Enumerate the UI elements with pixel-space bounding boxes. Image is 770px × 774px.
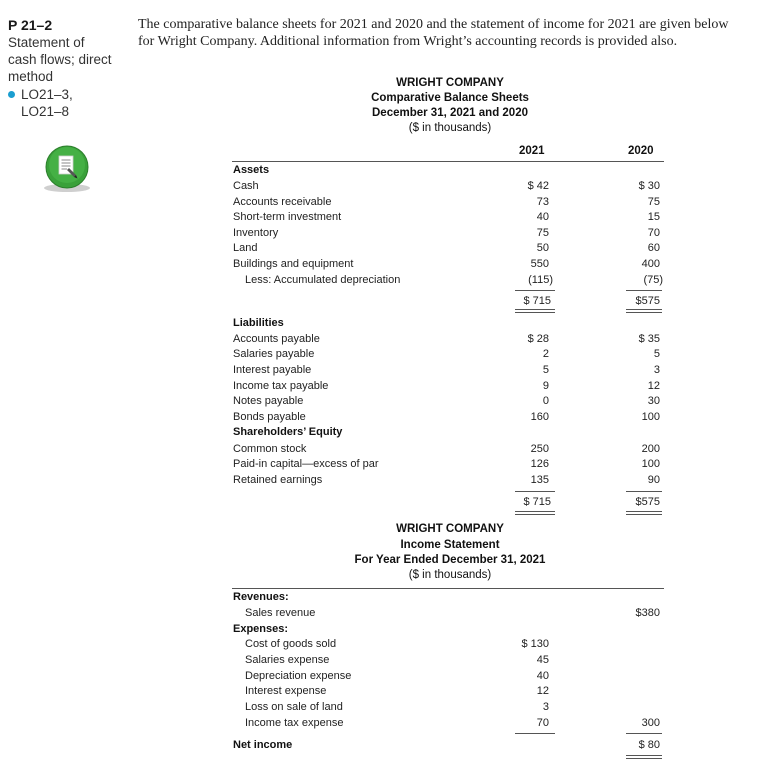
assets-total-double-rule-2021: [515, 309, 555, 313]
expense-row-value: $ 130: [521, 638, 549, 650]
asset-row-2021: (115): [528, 274, 553, 286]
bullet-dot-icon: [8, 91, 15, 98]
assets-total-2020: $575: [635, 295, 660, 307]
asset-row-label: Buildings and equipment: [233, 258, 354, 270]
expenses-total-underline: [626, 733, 662, 734]
liabilities-heading: Liabilities: [233, 317, 284, 329]
liab-subtotal-rule-2020: [626, 491, 662, 492]
liability-row-2021: $ 28: [527, 333, 549, 345]
expense-row-label: Depreciation expense: [245, 670, 352, 682]
is-date: For Year Ended December 31, 2021: [354, 554, 546, 566]
is-header-rule: [232, 588, 664, 589]
intro-paragraph: The comparative balance sheets for 2021 and 2020 and the statement of income for 2021 are given below for Wright Company. Additional information from Wright’s accounting records is provided also.: [138, 17, 729, 49]
expenses-underline: [515, 733, 555, 734]
asset-row-2021: 550: [530, 258, 549, 270]
liab-equity-total-2020: $575: [635, 496, 660, 508]
net-income-double-rule: [626, 755, 662, 759]
equity-row-label: Retained earnings: [233, 474, 323, 486]
revenues-heading: Revenues:: [233, 591, 289, 603]
assets-subtotal-rule-2020: [626, 290, 662, 291]
expenses-heading: Expenses:: [233, 623, 289, 635]
col-header-2021: 2021: [519, 145, 545, 157]
expense-row-label: Cost of goods sold: [245, 638, 337, 650]
problem-number: P 21–2: [8, 17, 53, 33]
equity-row-2021: 126: [530, 458, 549, 470]
bs-company-name: WRIGHT COMPANY: [396, 77, 504, 89]
asset-row-label: Accounts receivable: [233, 196, 332, 208]
sales-revenue-label: Sales revenue: [245, 607, 316, 619]
asset-row-2020: 60: [647, 242, 660, 254]
asset-row-label: Inventory: [233, 227, 279, 239]
equity-row-2020: 100: [641, 458, 660, 470]
liab-total-double-rule-2021: [515, 511, 555, 515]
liability-row-label: Salaries payable: [233, 348, 315, 360]
expense-row-value: 3: [542, 701, 549, 713]
asset-row-2020: 75: [647, 196, 660, 208]
liability-row-2020: 100: [641, 411, 660, 423]
liability-row-2021: 5: [542, 364, 549, 376]
asset-row-label: Cash: [233, 180, 259, 192]
asset-row-2020: (75): [643, 274, 663, 286]
worksheet-icon[interactable]: [40, 144, 94, 194]
asset-row-2021: $ 42: [527, 180, 549, 192]
asset-row-label: Land: [233, 242, 258, 254]
equity-heading: Shareholders’ Equity: [233, 426, 343, 438]
liability-row-2020: $ 35: [638, 333, 660, 345]
liab-total-double-rule-2020: [626, 511, 662, 515]
header-rule: [232, 161, 664, 162]
is-company-name: WRIGHT COMPANY: [396, 523, 504, 535]
liability-row-label: Interest payable: [233, 364, 312, 376]
liab-subtotal-rule-2021: [515, 491, 555, 492]
assets-heading: Assets: [233, 164, 270, 176]
expense-row-value: 45: [536, 654, 549, 666]
liability-row-label: Income tax payable: [233, 380, 329, 392]
col-header-2020: 2020: [628, 145, 654, 157]
equity-row-2021: 135: [530, 474, 549, 486]
is-title: Income Statement: [400, 539, 500, 551]
asset-row-label: Less: Accumulated depreciation: [245, 274, 401, 286]
assets-total-2021: $ 715: [523, 295, 551, 307]
asset-row-label: Short-term investment: [233, 211, 342, 223]
expense-row-label: Income tax expense: [245, 717, 344, 729]
asset-row-2021: 75: [536, 227, 549, 239]
liab-equity-total-2021: $ 715: [523, 496, 551, 508]
expense-row-value: 70: [536, 717, 549, 729]
is-units: ($ in thousands): [408, 569, 492, 581]
asset-row-2021: 40: [536, 211, 549, 223]
assets-total-double-rule-2020: [626, 309, 662, 313]
sales-revenue-value: $380: [635, 607, 660, 619]
liability-row-2020: 3: [653, 364, 660, 376]
topic-line-3: method: [8, 69, 54, 84]
topic-line-2: cash flows; direct: [8, 52, 112, 67]
asset-row-2020: 70: [647, 227, 660, 239]
liability-row-label: Bonds payable: [233, 411, 306, 423]
equity-row-label: Common stock: [233, 443, 307, 455]
asset-row-2021: 73: [536, 196, 549, 208]
topic-line-1: Statement of: [8, 35, 85, 50]
bs-date: December 31, 2021 and 2020: [372, 107, 528, 119]
learning-objective-1: LO21–3,: [8, 87, 73, 102]
expense-row-value: 40: [536, 670, 549, 682]
bs-units: ($ in thousands): [408, 122, 492, 134]
bs-title: Comparative Balance Sheets: [371, 92, 529, 104]
expense-row-label: Interest expense: [245, 685, 327, 697]
assets-subtotal-rule-2021: [515, 290, 555, 291]
liability-row-2020: 5: [653, 348, 660, 360]
expenses-total-value: 300: [641, 717, 660, 729]
liability-row-label: Notes payable: [233, 395, 304, 407]
asset-row-2021: 50: [536, 242, 549, 254]
asset-row-2020: $ 30: [638, 180, 660, 192]
liability-row-2021: 160: [530, 411, 549, 423]
learning-objective-2: LO21–8: [21, 104, 70, 119]
expense-row-label: Loss on sale of land: [245, 701, 343, 713]
liability-row-2020: 30: [647, 395, 660, 407]
equity-row-2021: 250: [530, 443, 549, 455]
equity-row-2020: 90: [647, 474, 660, 486]
equity-row-2020: 200: [641, 443, 660, 455]
expense-row-label: Salaries expense: [245, 654, 330, 666]
net-income-value: $ 80: [638, 739, 660, 751]
net-income-label: Net income: [233, 739, 293, 751]
liability-row-2020: 12: [647, 380, 660, 392]
expense-row-value: 12: [536, 685, 549, 697]
liability-row-2021: 9: [542, 380, 549, 392]
asset-row-2020: 15: [647, 211, 660, 223]
liability-row-label: Accounts payable: [233, 333, 320, 345]
equity-row-label: Paid-in capital—excess of par: [233, 458, 379, 470]
liability-row-2021: 0: [542, 395, 549, 407]
liability-row-2021: 2: [542, 348, 549, 360]
asset-row-2020: 400: [641, 258, 660, 270]
